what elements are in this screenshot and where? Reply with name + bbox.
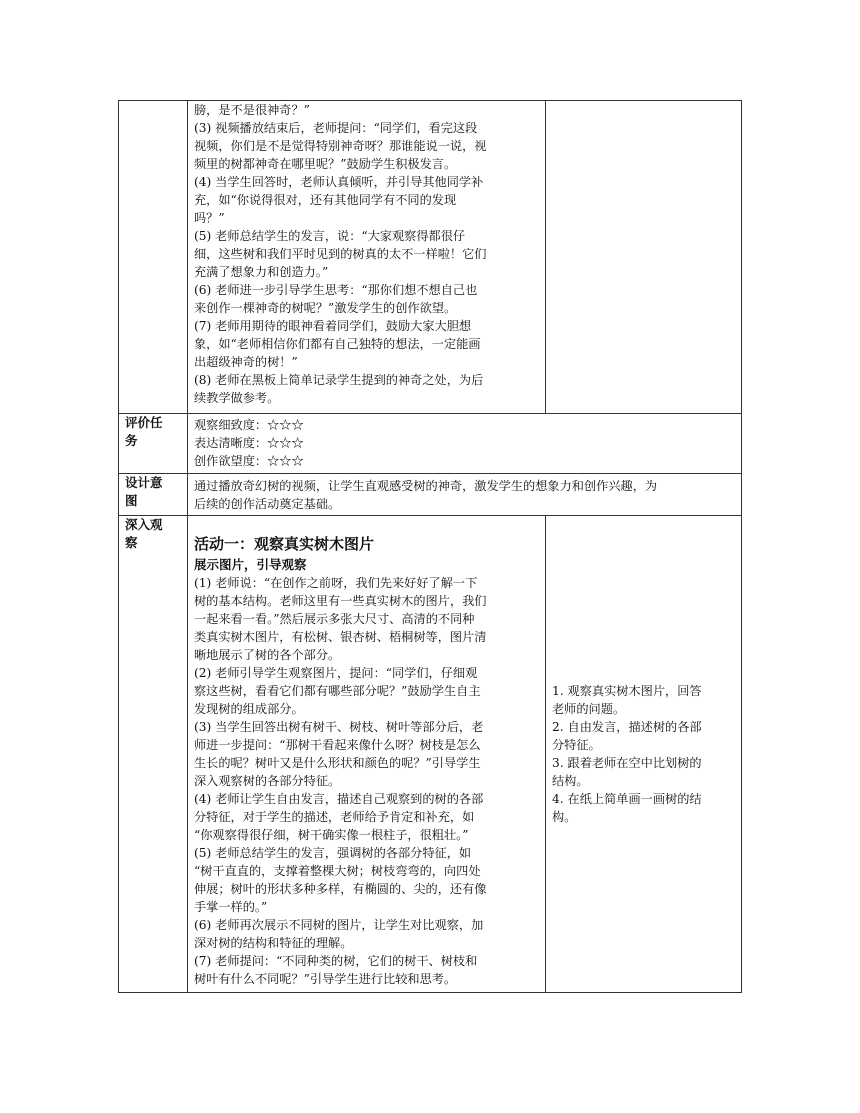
evaluation-cell xyxy=(188,414,742,474)
text-line: 伸展；树叶的形状多种多样，有椭圆的、尖的，还有像 xyxy=(194,882,487,896)
table-row xyxy=(119,101,742,414)
text-line: 后续的创作活动奠定基础。 xyxy=(194,497,341,511)
text-line: (1) 老师说：“在创作之前呀，我们先来好好了解一下 xyxy=(194,576,478,590)
text-line: (4) 老师让学生自由发言，描述自己观察到的树的各部 xyxy=(194,792,484,806)
text-line: 晰地展示了树的各个部分。 xyxy=(194,648,341,662)
student-line: 结构。 xyxy=(552,774,589,788)
table-row xyxy=(119,474,742,516)
text-line: “你观察得很仔细，树干确实像一根柱子，很粗壮。” xyxy=(194,828,469,842)
student-line: 2. 自由发言，描述树的各部 xyxy=(552,720,702,734)
row-label-design-intent xyxy=(119,474,188,516)
text-line: (6) 老师进一步引导学生思考：“那你们想不想自己也 xyxy=(194,283,478,297)
text-line: (6) 老师再次展示不同树的图片，让学生对比观察，加 xyxy=(194,918,484,932)
label-line: 务 xyxy=(125,433,138,448)
text-line: 观察细致度：☆☆☆ xyxy=(194,418,304,432)
text-line: 续教学做参考。 xyxy=(194,391,280,405)
text-line: (5) 老师总结学生的发言，强调树的各部分特征，如 xyxy=(194,846,472,860)
label-line: 深入观 xyxy=(125,517,163,532)
row-label-deep-observation xyxy=(119,516,188,993)
student-line: 分特征。 xyxy=(552,738,601,752)
student-line: 构。 xyxy=(552,810,577,824)
sub-heading: 展示图片，引导观察 xyxy=(194,557,307,572)
text-line: 表达清晰度：☆☆☆ xyxy=(194,436,304,450)
text-line: 深对树的结构和特征的理解。 xyxy=(194,936,353,950)
text-line: 吗？” xyxy=(194,211,225,225)
student-activity-cell xyxy=(546,516,742,993)
text-line: (5) 老师总结学生的发言，说：“大家观察得都很仔 xyxy=(194,229,466,243)
table-row xyxy=(119,414,742,474)
text-line: (7) 老师提问：“不同种类的树，它们的树干、树枝和 xyxy=(194,954,478,968)
student-line: 1. 观察真实树木图片，回答 xyxy=(552,684,702,698)
text-line: (3) 当学生回答出树有树干、树枝、树叶等部分后，老 xyxy=(194,720,484,734)
text-line: (7) 老师用期待的眼神看着同学们，鼓励大家大胆想 xyxy=(194,319,472,333)
student-activity-cell xyxy=(546,101,742,414)
student-line: 3. 跟着老师在空中比划树的 xyxy=(552,756,702,770)
text-line: 树的基本结构。老师这里有一些真实树木的图片，我们 xyxy=(194,594,487,608)
text-line: 树叶有什么不同呢？”引导学生进行比较和思考。 xyxy=(194,972,457,986)
text-line: 创作欲望度：☆☆☆ xyxy=(194,454,304,468)
text-line: 细，这些树和我们平时见到的树真的太不一样啦！它们 xyxy=(194,247,487,261)
text-line: 类真实树木图片，有松树、银杏树、梧桐树等，图片清 xyxy=(194,630,487,644)
text-line: 深入观察树的各部分特征。 xyxy=(194,774,341,788)
text-line: (8) 老师在黑板上简单记录学生提到的神奇之处，为后 xyxy=(194,373,484,387)
text-line: 通过播放奇幻树的视频，让学生直观感受树的神奇，激发学生的想象力和创作兴趣，为 xyxy=(194,479,658,493)
text-line: 来创作一棵神奇的树呢？”激发学生的创作欲望。 xyxy=(194,301,457,315)
row-label-empty xyxy=(119,101,188,414)
design-intent-cell xyxy=(188,474,742,516)
text-line: 发现树的组成部分。 xyxy=(194,702,304,716)
text-line: 察这些树，看看它们都有哪些部分呢？”鼓励学生自主 xyxy=(194,684,481,698)
text-line: 手掌一样的。” xyxy=(194,900,268,914)
text-line: 膀，是不是很神奇？” xyxy=(194,103,310,117)
text-line: 视频，你们是不是觉得特别神奇呀？那谁能说一说，视 xyxy=(194,139,487,153)
text-line: 出超级神奇的树！” xyxy=(194,355,298,369)
text-line: 象，如“老师相信你们都有自己独特的想法，一定能画 xyxy=(194,337,481,351)
text-line: 生长的呢？树叶又是什么形状和颜色的呢？”引导学生 xyxy=(194,756,481,770)
text-line: 充，如“你说得很对，还有其他同学有不同的发现 xyxy=(194,193,457,207)
text-line: (4) 当学生回答时，老师认真倾听，并引导其他同学补 xyxy=(194,175,484,189)
student-line: 老师的问题。 xyxy=(552,702,626,716)
teacher-activity-cell xyxy=(188,101,546,414)
table-row xyxy=(119,516,742,993)
text-line: 频里的树都神奇在哪里呢？”鼓励学生积极发言。 xyxy=(194,157,457,171)
teacher-activity-cell xyxy=(188,516,546,993)
text-line: (2) 老师引导学生观察图片，提问：“同学们，仔细观 xyxy=(194,666,478,680)
text-line: 分特征，对于学生的描述，老师给予肯定和补充，如 xyxy=(194,810,475,824)
lesson-plan-table xyxy=(118,100,742,993)
text-line: 师进一步提问：“那树干看起来像什么呀？树枝是怎么 xyxy=(194,738,481,752)
activity-title: 活动一：观察真实树木图片 xyxy=(194,535,375,553)
student-line: 4. 在纸上简单画一画树的结 xyxy=(552,792,702,806)
row-label-evaluation xyxy=(119,414,188,474)
label-line: 设计意 xyxy=(125,475,163,490)
text-line: (3) 视频播放结束后，老师提问：“同学们，看完这段 xyxy=(194,121,478,135)
label-line: 评价任 xyxy=(125,415,163,430)
text-line: 充满了想象力和创造力。” xyxy=(194,265,329,279)
text-line: “树干直直的，支撑着整棵大树；树枝弯弯的，向四处 xyxy=(194,864,481,878)
label-line: 察 xyxy=(125,535,138,550)
label-line: 图 xyxy=(125,493,138,508)
text-line: 一起来看一看。”然后展示多张大尺寸、高清的不同种 xyxy=(194,612,475,626)
